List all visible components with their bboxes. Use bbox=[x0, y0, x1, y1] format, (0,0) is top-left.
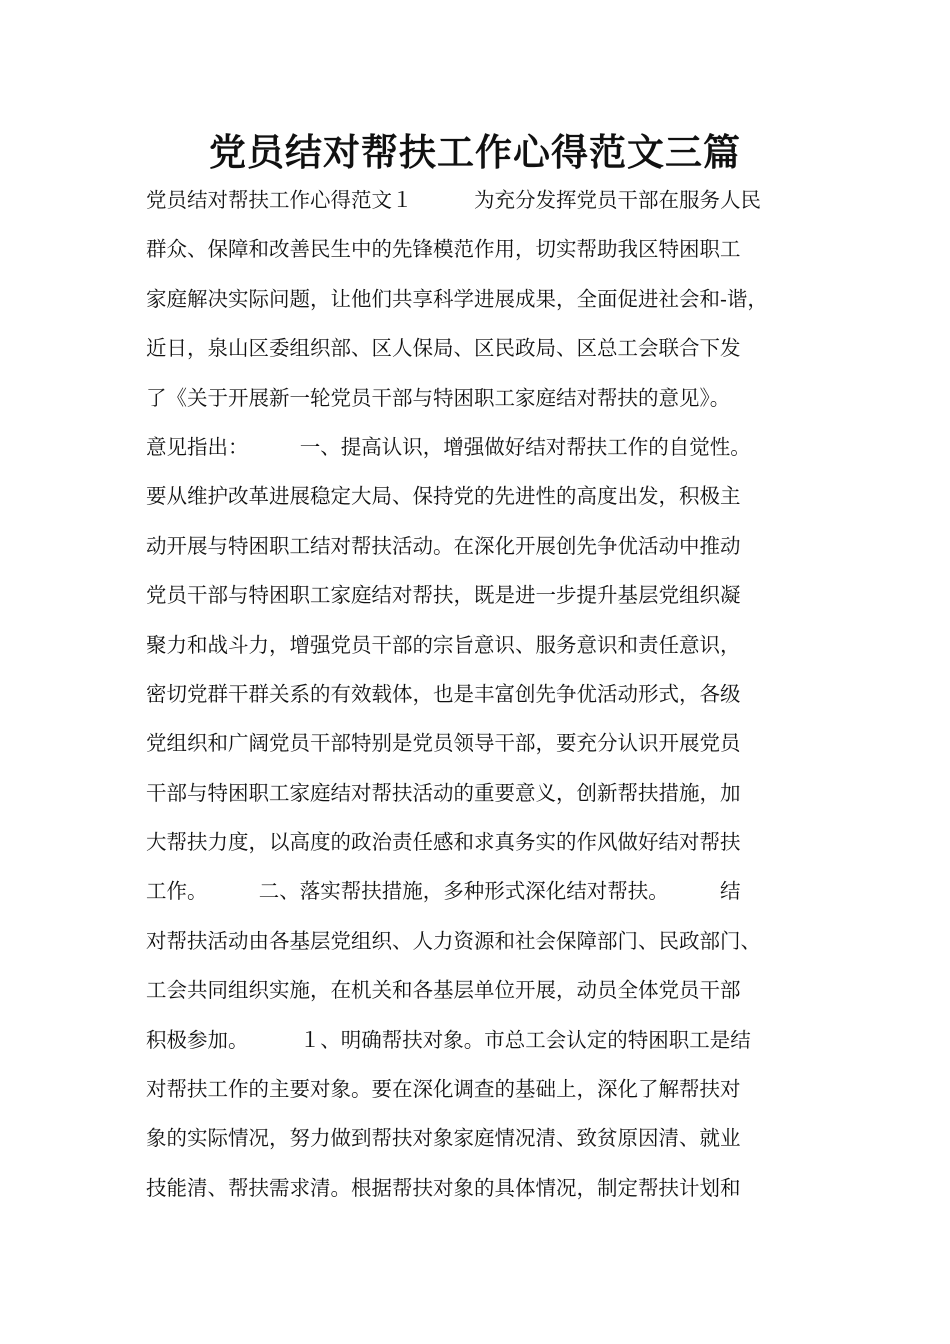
body-text-line: 动开展与特困职工结对帮扶活动。在深化开展创先争优活动中推动 bbox=[146, 533, 741, 558]
body-text-line: 密切党群干群关系的有效载体，也是丰富创先争优活动形式，各级 bbox=[146, 681, 741, 706]
body-text-line: 积极参加。 １、明确帮扶对象。市总工会认定的特困职工是结 bbox=[146, 1027, 751, 1052]
body-text-line: 大帮扶力度，以高度的政治责任感和求真务实的作风做好结对帮扶 bbox=[146, 830, 741, 855]
body-text-line: 党组织和广阔党员干部特别是党员领导干部，要充分认识开展党员 bbox=[146, 731, 741, 756]
body-text-line: 干部与特困职工家庭结对帮扶活动的重要意义，创新帮扶措施，加 bbox=[146, 780, 741, 805]
body-text-line: 党员干部与特困职工家庭结对帮扶，既是进一步提升基层党组织凝 bbox=[146, 583, 741, 608]
body-text-line: 了《关于开展新一轮党员干部与特困职工家庭结对帮扶的意见》。 bbox=[146, 385, 731, 410]
body-text-line: 工作。 二、落实帮扶措施，多种形式深化结对帮扶。 结 bbox=[146, 879, 741, 904]
body-text-line: 象的实际情况，努力做到帮扶对象家庭情况清、致贫原因清、就业 bbox=[146, 1126, 741, 1151]
document-body bbox=[146, 176, 836, 1213]
body-text-line: 对帮扶活动由各基层党组织、人力资源和社会保障部门、民政部门、 bbox=[146, 928, 761, 953]
body-text-line: 群众、保障和改善民生中的先锋模范作用，切实帮助我区特困职工 bbox=[146, 237, 741, 262]
body-text-line: 家庭解决实际问题，让他们共享科学进展成果，全面促进社会和-谐， bbox=[146, 286, 768, 311]
body-text-line: 党员结对帮扶工作心得范文１ 为充分发挥党员干部在服务人民 bbox=[146, 188, 761, 212]
body-text-line: 聚力和战斗力，增强党员干部的宗旨意识、服务意识和责任意识， bbox=[146, 632, 741, 657]
document-title: 党员结对帮扶工作心得范文三篇 bbox=[209, 130, 741, 174]
body-text-line: 近日，泉山区委组织部、区人保局、区民政局、区总工会联合下发 bbox=[146, 336, 741, 361]
body-text-line: 工会共同组织实施，在机关和各基层单位开展，动员全体党员干部 bbox=[146, 978, 741, 1003]
body-text-line: 技能清、帮扶需求清。根据帮扶对象的具体情况，制定帮扶计划和 bbox=[146, 1175, 741, 1200]
body-text-line: 要从维护改革进展稳定大局、保持党的先进性的高度出发，积极主 bbox=[146, 484, 741, 509]
body-text-line: 意见指出： 一、提高认识，增强做好结对帮扶工作的自觉性。 bbox=[146, 434, 751, 459]
body-text-line: 对帮扶工作的主要对象。要在深化调查的基础上，深化了解帮扶对 bbox=[146, 1077, 741, 1102]
